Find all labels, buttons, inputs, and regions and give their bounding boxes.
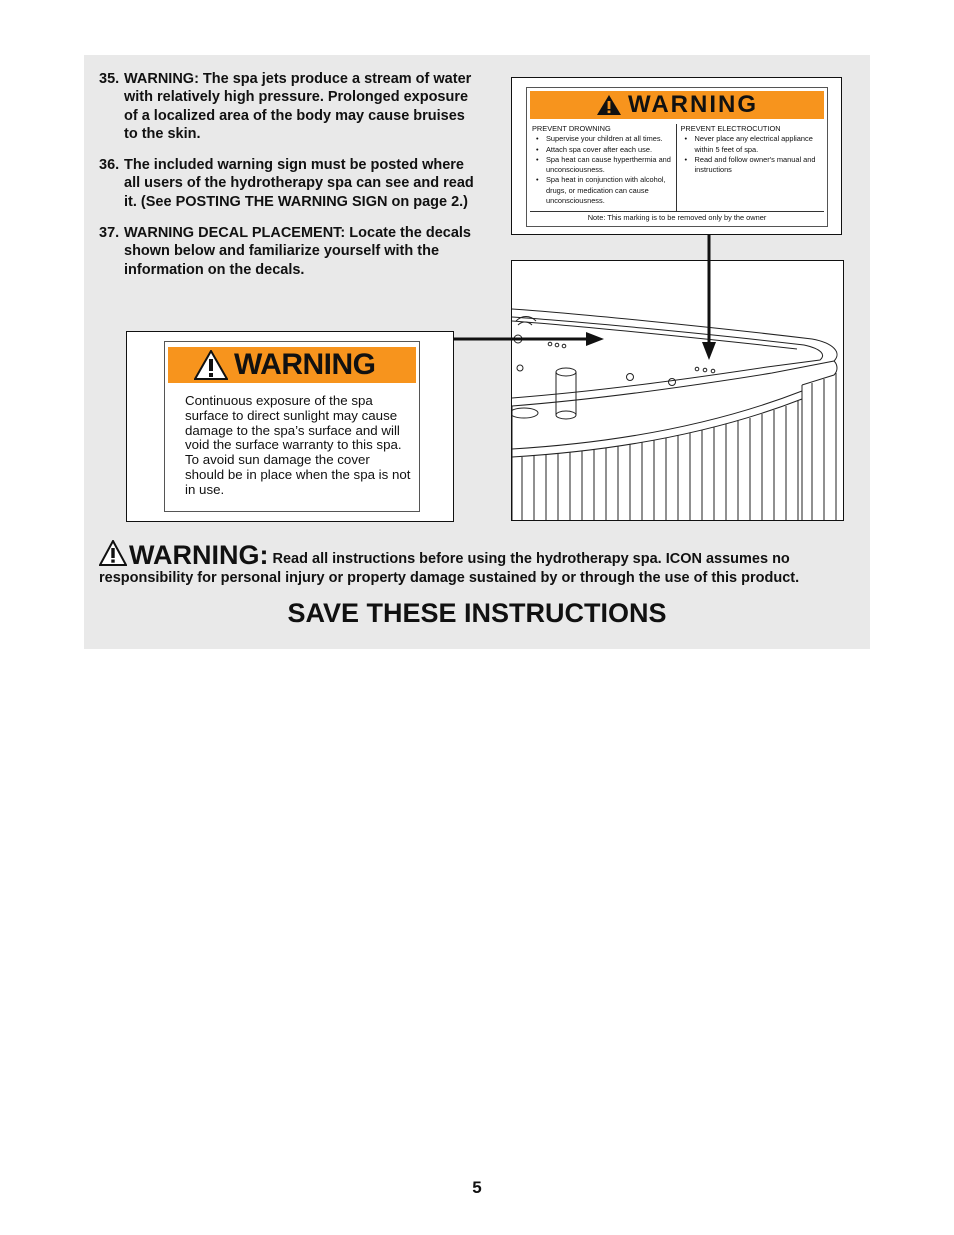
decal-header-text: WARNING	[628, 91, 758, 118]
warning-triangle-icon	[99, 540, 127, 566]
decal-header-band	[530, 91, 824, 119]
list-item: • Spa heat in conjunction with alcohol, drugs, or medication can cause unconsciousness.	[540, 175, 674, 206]
instruction-item-36	[99, 156, 479, 211]
item-number: 35.	[99, 71, 120, 87]
item-text: WARNING: The spa jets produce a stream of water with relatively high pressure. Prolonged exposure of a localized area of the body may cause bruises to the skin.	[124, 71, 472, 142]
prevent-drowning-column	[530, 124, 676, 212]
list-item: • Supervise your children at all times.	[540, 134, 674, 144]
decal-border	[526, 87, 828, 227]
bullet-list	[532, 134, 674, 206]
save-instructions-heading: SAVE THESE INSTRUCTIONS	[287, 598, 667, 628]
prevent-electrocution-column	[676, 124, 825, 212]
decal-header-band	[168, 347, 416, 383]
item-text: WARNING DECAL PLACEMENT: Locate the decals shown below and familiarize yourself with the information on the decals.	[124, 225, 471, 278]
item-number: 37.	[99, 225, 120, 242]
decal-header-text: WARNING	[234, 348, 376, 381]
warning-decal-sun-exposure	[126, 331, 454, 522]
instruction-item-37	[99, 224, 479, 279]
warning-triangle-icon	[194, 350, 228, 380]
warning-decal-drowning-electrocution	[511, 77, 842, 235]
instruction-item-35	[99, 70, 479, 143]
decal-columns	[530, 124, 824, 212]
warning-triangle-icon	[596, 94, 622, 116]
decal-note: Note: This marking is to be removed only by the owner	[530, 211, 824, 224]
decal-body-text: Continuous exposure of the spa surface to direct sunlight may cause damage to the spa’s surface and will void the surface warranty to this spa. To avoid sun damage the cover should be in place when the spa is not in use.	[185, 393, 411, 497]
bullet-list	[681, 134, 823, 175]
column-heading: PREVENT DROWNING	[532, 124, 611, 133]
item-text: The included warning sign must be posted where all users of the hydrotherapy spa can see and read it. (See POSTING THE WARNING SIGN on page 2.)	[124, 157, 474, 210]
warning-text: Read all instructions before using the hydrotherapy spa. ICON assumes no responsibility for personal injury or property damage sustained by or through the use of this product.	[99, 551, 800, 586]
list-item: • Never place any electrical appliance within 5 feet of spa.	[689, 134, 823, 155]
general-warning	[99, 540, 859, 588]
spa-drawing	[512, 261, 844, 521]
numbered-instructions	[99, 70, 479, 292]
item-number: 36.	[99, 157, 120, 174]
decal-border	[164, 341, 420, 512]
warning-label: WARNING:	[129, 540, 269, 570]
spa-illustration	[511, 260, 844, 521]
page-number: 5	[472, 1178, 482, 1197]
column-heading: PREVENT ELECTROCUTION	[680, 124, 781, 133]
list-item: • Read and follow owner's manual and instructions	[689, 155, 823, 176]
list-item: • Attach spa cover after each use.	[540, 145, 674, 155]
list-item: • Spa heat can cause hyperthermia and unconsciousness.	[540, 155, 674, 176]
